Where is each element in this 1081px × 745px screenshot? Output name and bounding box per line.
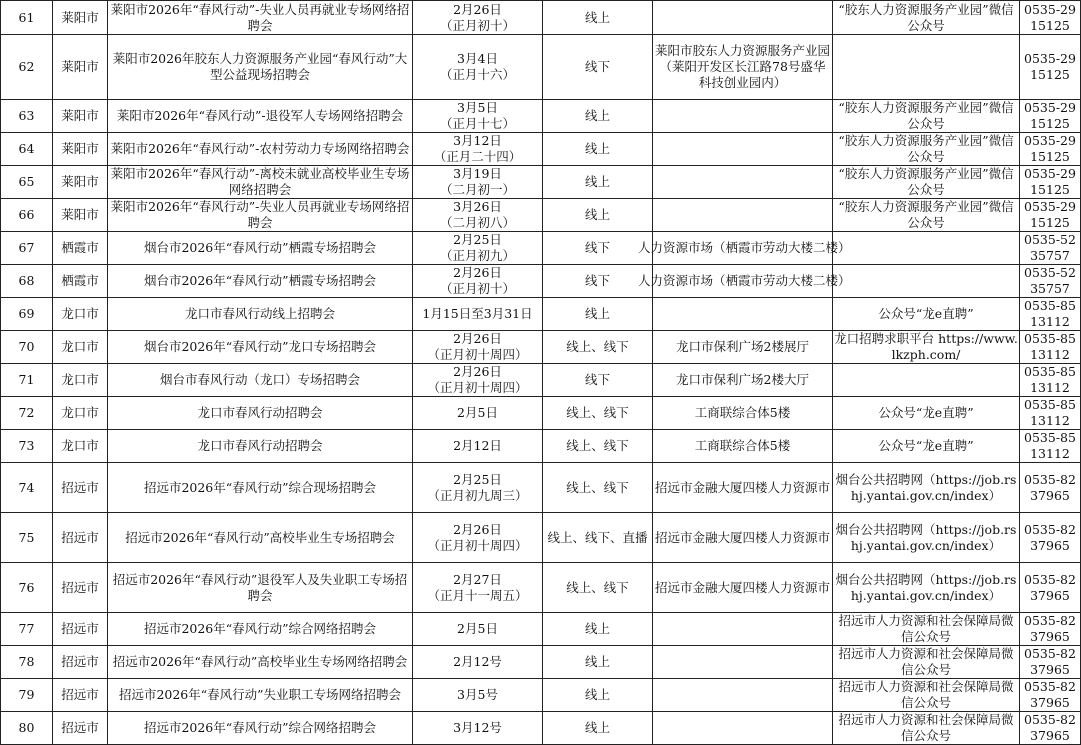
city-cell: 莱阳市 [53, 166, 108, 199]
contact-cell: “胶东人力资源服务产业园”微信公众号 [833, 133, 1020, 166]
contact-cell: 招远市人力资源和社会保障局微信公众号 [833, 646, 1020, 679]
contact-cell: 烟台公共招聘网（https://job.rshj.yantai.gov.cn/index） [833, 463, 1020, 513]
mode-cell: 线上 [543, 712, 653, 745]
row-number-cell: 69 [1, 298, 53, 331]
venue-cell [653, 298, 833, 331]
event-name-cell: 招远市2026年“春风行动”高校毕业生专场网络招聘会 [108, 646, 413, 679]
row-number-cell: 65 [1, 166, 53, 199]
venue-cell [653, 100, 833, 133]
row-number-cell: 68 [1, 265, 53, 298]
date-cell [413, 513, 543, 563]
row-number-cell: 61 [1, 1, 53, 35]
city-cell: 栖霞市 [53, 265, 108, 298]
date-main: 2月26日 [453, 521, 502, 537]
row-number-cell: 62 [1, 35, 53, 100]
table-row [1, 563, 1081, 613]
event-name-cell: 招远市2026年“春风行动”综合网络招聘会 [108, 712, 413, 745]
table-row [1, 364, 1081, 397]
contact-cell: “胶东人力资源服务产业园”微信公众号 [833, 1, 1020, 35]
date-cell [413, 35, 543, 100]
phone-cell: 0535-8237965 [1020, 613, 1081, 646]
date-lunar: （正月十六） [439, 67, 515, 82]
phone-cell: 0535-2915125 [1020, 100, 1081, 133]
mode-cell: 线上 [543, 679, 653, 712]
mode-cell: 线下 [543, 265, 653, 298]
event-name-cell: 莱阳市2026年“春风行动”-农村劳动力专场网络招聘会 [108, 133, 413, 166]
city-cell: 龙口市 [53, 397, 108, 430]
date-cell [413, 646, 543, 679]
venue-cell: 招远市金融大厦四楼人力资源市 [653, 513, 833, 563]
date-lunar: （二月初一） [439, 182, 515, 197]
venue-cell: 招远市金融大厦四楼人力资源市 [653, 563, 833, 613]
event-name-cell: 烟台市2026年“春风行动”栖霞专场招聘会 [108, 232, 413, 265]
mode-cell: 线上、线下 [543, 430, 653, 463]
phone-cell: 0535-8513112 [1020, 298, 1081, 331]
event-name-cell: 龙口市春风行动招聘会 [108, 397, 413, 430]
venue-cell: 莱阳市胶东人力资源服务产业园（莱阳开发区长江路78号盛华科技创业园内） [653, 35, 833, 100]
row-number-cell: 78 [1, 646, 53, 679]
table-row [1, 199, 1081, 232]
row-number-cell: 63 [1, 100, 53, 133]
city-cell: 栖霞市 [53, 232, 108, 265]
phone-cell: 0535-8237965 [1020, 679, 1081, 712]
row-number-cell: 73 [1, 430, 53, 463]
city-cell: 莱阳市 [53, 1, 108, 35]
table-row [1, 613, 1081, 646]
table-row [1, 331, 1081, 364]
phone-cell: 0535-8513112 [1020, 331, 1081, 364]
row-number-cell: 75 [1, 513, 53, 563]
date-lunar: （正月十七） [439, 116, 515, 131]
contact-cell: 烟台公共招聘网（https://job.rshj.yantai.gov.cn/index） [833, 513, 1020, 563]
venue-cell [653, 166, 833, 199]
city-cell: 招远市 [53, 513, 108, 563]
date-main: 2月26日 [453, 1, 502, 17]
date-main: 2月12日 [453, 438, 502, 453]
contact-cell: 公众号“龙e直聘” [833, 397, 1020, 430]
phone-cell: 0535-8237965 [1020, 463, 1081, 513]
phone-cell: 0535-5235757 [1020, 232, 1081, 265]
row-number-cell: 70 [1, 331, 53, 364]
date-main: 2月5日 [457, 621, 498, 636]
mode-cell: 线上 [543, 1, 653, 35]
event-name-cell: 烟台市2026年“春风行动”龙口专场招聘会 [108, 331, 413, 364]
date-main: 3月12号 [453, 720, 502, 735]
phone-cell: 0535-8237965 [1020, 563, 1081, 613]
mode-cell: 线上 [543, 199, 653, 232]
city-cell: 招远市 [53, 563, 108, 613]
date-cell [413, 133, 543, 166]
row-number-cell: 72 [1, 397, 53, 430]
mode-cell: 线上 [543, 100, 653, 133]
date-cell [413, 100, 543, 133]
date-cell [413, 463, 543, 513]
contact-cell: “胶东人力资源服务产业园”微信公众号 [833, 100, 1020, 133]
row-number-cell: 79 [1, 679, 53, 712]
venue-cell: 龙口市保利广场2楼展厅 [653, 331, 833, 364]
date-lunar: （正月初十周四） [427, 347, 528, 362]
city-cell: 龙口市 [53, 331, 108, 364]
table-row [1, 100, 1081, 133]
date-main: 2月26日 [453, 265, 502, 280]
venue-cell [653, 679, 833, 712]
venue-cell [653, 646, 833, 679]
phone-cell: 0535-8513112 [1020, 397, 1081, 430]
phone-cell: 0535-8513112 [1020, 364, 1081, 397]
mode-cell: 线上、线下、直播 [543, 513, 653, 563]
venue-cell: 人力资源市场（栖霞市劳动大楼二楼） [653, 265, 833, 298]
table-row [1, 265, 1081, 298]
mode-cell: 线上、线下 [543, 397, 653, 430]
table-row [1, 679, 1081, 712]
date-main: 3月5日 [457, 100, 498, 115]
date-cell [413, 265, 543, 298]
phone-cell: 0535-8237965 [1020, 513, 1081, 563]
venue-cell [653, 613, 833, 646]
contact-cell [833, 364, 1020, 397]
event-name-cell: 烟台市2026年“春风行动”栖霞专场招聘会 [108, 265, 413, 298]
date-cell [413, 1, 543, 35]
date-main: 2月25日 [453, 232, 502, 247]
venue-cell: 工商联综合体5楼 [653, 397, 833, 430]
date-main: 3月19日 [453, 166, 502, 181]
phone-cell: 0535-8237965 [1020, 646, 1081, 679]
event-name-cell: 莱阳市2026年“春风行动”-失业人员再就业专场网络招聘会 [108, 199, 413, 232]
phone-cell: 0535-2915125 [1020, 199, 1081, 232]
phone-cell: 0535-2915125 [1020, 166, 1081, 199]
phone-cell: 0535-5235757 [1020, 265, 1081, 298]
table-row [1, 463, 1081, 513]
venue-cell: 人力资源市场（栖霞市劳动大楼二楼） [653, 232, 833, 265]
date-lunar: （正月二十四） [433, 149, 522, 164]
date-lunar: （二月初八） [439, 215, 515, 230]
contact-cell: 招远市人力资源和社会保障局微信公众号 [833, 613, 1020, 646]
date-main: 3月4日 [457, 51, 498, 66]
phone-cell: 0535-2915125 [1020, 133, 1081, 166]
date-main: 2月26日 [453, 364, 502, 379]
date-main: 3月12日 [453, 133, 502, 148]
date-cell [413, 430, 543, 463]
city-cell: 招远市 [53, 712, 108, 745]
city-cell: 龙口市 [53, 430, 108, 463]
venue-cell: 工商联综合体5楼 [653, 430, 833, 463]
table-row [1, 430, 1081, 463]
contact-cell: 烟台公共招聘网（https://job.rshj.yantai.gov.cn/index） [833, 563, 1020, 613]
city-cell: 龙口市 [53, 298, 108, 331]
row-number-cell: 76 [1, 563, 53, 613]
event-name-cell: 龙口市春风行动招聘会 [108, 430, 413, 463]
mode-cell: 线上、线下 [543, 463, 653, 513]
event-name-cell: 招远市2026年“春风行动”退役军人及失业职工专场招聘会 [108, 563, 413, 613]
contact-cell [833, 35, 1020, 100]
table-row [1, 133, 1081, 166]
city-cell: 招远市 [53, 613, 108, 646]
date-lunar: （正月初九） [439, 248, 515, 263]
date-lunar: （正月初十周四） [427, 537, 528, 553]
phone-cell: 0535-2915125 [1020, 1, 1081, 35]
date-lunar: （正月初十） [439, 281, 515, 296]
event-name-cell: 招远市2026年“春风行动”高校毕业生专场招聘会 [108, 513, 413, 563]
mode-cell: 线下 [543, 232, 653, 265]
date-cell [413, 199, 543, 232]
date-main: 3月5号 [457, 687, 498, 702]
phone-cell: 0535-8237965 [1020, 712, 1081, 745]
table-row [1, 397, 1081, 430]
date-cell [413, 712, 543, 745]
mode-cell: 线上 [543, 133, 653, 166]
venue-cell [653, 133, 833, 166]
city-cell: 莱阳市 [53, 133, 108, 166]
date-main: 3月26日 [453, 199, 502, 214]
date-cell [413, 679, 543, 712]
event-name-cell: 龙口市春风行动线上招聘会 [108, 298, 413, 331]
contact-cell: 招远市人力资源和社会保障局微信公众号 [833, 712, 1020, 745]
event-name-cell: 莱阳市2026年“春风行动”-离校未就业高校毕业生专场网络招聘会 [108, 166, 413, 199]
table-row [1, 712, 1081, 745]
date-cell [413, 364, 543, 397]
table-row [1, 513, 1081, 563]
mode-cell: 线上、线下 [543, 563, 653, 613]
date-lunar: （正月初九周三） [427, 487, 528, 503]
contact-cell: 招远市人力资源和社会保障局微信公众号 [833, 679, 1020, 712]
contact-cell: 公众号“龙e直聘” [833, 298, 1020, 331]
date-cell [413, 232, 543, 265]
date-lunar: （正月十一周五） [427, 587, 528, 603]
venue-cell: 招远市金融大厦四楼人力资源市 [653, 463, 833, 513]
city-cell: 招远市 [53, 679, 108, 712]
city-cell: 莱阳市 [53, 199, 108, 232]
mode-cell: 线上 [543, 298, 653, 331]
event-name-cell: 莱阳市2026年胶东人力资源服务产业园“春风行动”大型公益现场招聘会 [108, 35, 413, 100]
mode-cell: 线上 [543, 613, 653, 646]
event-name-cell: 烟台市春风行动（龙口）专场招聘会 [108, 364, 413, 397]
mode-cell: 线下 [543, 35, 653, 100]
phone-cell: 0535-8513112 [1020, 430, 1081, 463]
mode-cell: 线上 [543, 646, 653, 679]
row-number-cell: 67 [1, 232, 53, 265]
event-name-cell: 招远市2026年“春风行动”失业职工专场网络招聘会 [108, 679, 413, 712]
date-cell [413, 298, 543, 331]
contact-cell [833, 265, 1020, 298]
table-row [1, 232, 1081, 265]
date-cell [413, 563, 543, 613]
row-number-cell: 77 [1, 613, 53, 646]
event-name-cell: 莱阳市2026年“春风行动”-失业人员再就业专场网络招聘会 [108, 1, 413, 35]
event-name-cell: 招远市2026年“春风行动”综合网络招聘会 [108, 613, 413, 646]
date-cell [413, 613, 543, 646]
table-row [1, 1, 1081, 35]
phone-cell: 0535-2915125 [1020, 35, 1081, 100]
venue-cell [653, 199, 833, 232]
contact-cell: “胶东人力资源服务产业园”微信公众号 [833, 166, 1020, 199]
mode-cell: 线上 [543, 166, 653, 199]
date-cell [413, 166, 543, 199]
date-main: 2月5日 [457, 405, 498, 420]
contact-cell: 公众号“龙e直聘” [833, 430, 1020, 463]
venue-cell: 龙口市保利广场2楼大厅 [653, 364, 833, 397]
event-name-cell: 招远市2026年“春风行动”综合现场招聘会 [108, 463, 413, 513]
date-main: 2月12号 [453, 654, 502, 669]
table-row [1, 35, 1081, 100]
event-name-cell: 莱阳市2026年“春风行动”-退役军人专场网络招聘会 [108, 100, 413, 133]
mode-cell: 线上、线下 [543, 331, 653, 364]
date-cell [413, 331, 543, 364]
table-body [1, 1, 1081, 745]
table-row [1, 646, 1081, 679]
row-number-cell: 64 [1, 133, 53, 166]
contact-cell: 龙口招聘求职平台 https://www.lkzph.com/ [834, 331, 1018, 362]
city-cell: 莱阳市 [53, 100, 108, 133]
date-main: 2月26日 [453, 331, 502, 346]
city-cell: 龙口市 [53, 364, 108, 397]
date-main: 2月25日 [453, 471, 502, 487]
row-number-cell: 71 [1, 364, 53, 397]
date-main: 1月15日至3月31日 [422, 306, 533, 321]
date-lunar: （正月初十） [439, 17, 515, 33]
city-cell: 招远市 [53, 646, 108, 679]
table-row [1, 298, 1081, 331]
date-cell [413, 397, 543, 430]
row-number-cell: 66 [1, 199, 53, 232]
venue-cell [653, 1, 833, 35]
date-lunar: （正月初十周四） [427, 380, 528, 395]
city-cell: 莱阳市 [53, 35, 108, 100]
venue-cell [653, 712, 833, 745]
row-number-cell: 80 [1, 712, 53, 745]
contact-cell: “胶东人力资源服务产业园”微信公众号 [833, 199, 1020, 232]
table-row [1, 166, 1081, 199]
mode-cell: 线下 [543, 364, 653, 397]
row-number-cell: 74 [1, 463, 53, 513]
city-cell: 招远市 [53, 463, 108, 513]
contact-cell [833, 232, 1020, 265]
date-main: 2月27日 [453, 571, 502, 587]
